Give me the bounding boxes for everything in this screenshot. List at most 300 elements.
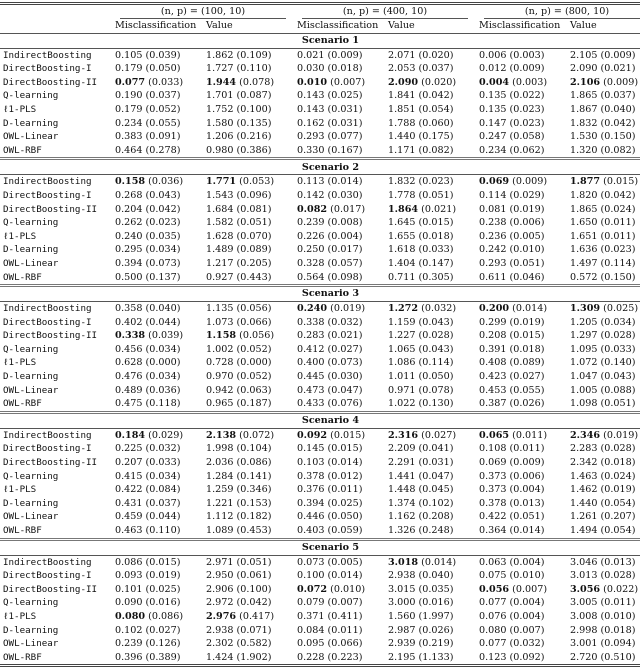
misclassification-cell [294, 637, 385, 651]
mean-value: 2.071 [388, 49, 416, 61]
std-error: (0.040) [418, 570, 454, 582]
mean-value: 0.143 [297, 90, 325, 102]
method-name: Q-learning [3, 597, 59, 609]
value-cell [567, 483, 640, 497]
misclassification-cell [294, 76, 385, 90]
scenario-title: Scenario 4 [0, 412, 640, 428]
std-error: (0.061) [236, 570, 272, 582]
std-error: (0.011) [327, 484, 363, 496]
std-error: (0.062) [509, 144, 545, 156]
mean-value: 0.394 [115, 257, 143, 269]
method-name: DirectBoosting-II [3, 330, 98, 342]
table-row [0, 343, 640, 357]
value-cell [567, 510, 640, 524]
std-error: (0.011) [509, 443, 545, 455]
value-cell [203, 610, 294, 624]
table-row [0, 76, 640, 90]
value-cell [385, 370, 476, 384]
misclassification-cell [476, 442, 567, 456]
value-cell [567, 596, 640, 610]
table-row [0, 442, 640, 456]
std-error: (0.016) [145, 597, 181, 609]
method-name: OWL-Linear [3, 384, 59, 396]
mean-value: 2.987 [388, 624, 416, 636]
mean-value: 0.476 [115, 371, 143, 383]
value-cell [203, 384, 294, 398]
std-error: (0.130) [418, 398, 454, 410]
misclassification-cell [294, 428, 385, 442]
value-cell [385, 130, 476, 144]
misclassification-cell [112, 243, 203, 257]
std-error: (0.063) [236, 384, 272, 396]
method-name: DirectBoosting-I [3, 63, 92, 75]
method-name: ℓ1-PLS [3, 103, 37, 115]
std-error: (0.033) [600, 343, 636, 355]
method-name: DirectBoosting-I [3, 316, 92, 328]
table-row [0, 569, 640, 583]
method-name: Q-learning [3, 217, 59, 229]
misclassification-cell [476, 524, 567, 539]
std-error: (0.030) [327, 189, 363, 201]
mean-value: 1.684 [206, 203, 234, 215]
value-cell [567, 329, 640, 343]
mean-value: 2.971 [206, 556, 234, 568]
mean-value: 1.628 [206, 230, 234, 242]
value-cell [385, 316, 476, 330]
value-cell [567, 203, 640, 217]
mean-value: 3.001 [570, 638, 598, 650]
mean-value: 0.090 [115, 597, 143, 609]
mean-value: 0.446 [297, 511, 325, 523]
std-error: (0.041) [418, 443, 454, 455]
method-name: IndirectBoosting [3, 429, 92, 441]
value-cell [385, 356, 476, 370]
mean-value: 1.065 [388, 343, 416, 355]
misclassification-cell [294, 497, 385, 511]
std-error: (0.030) [327, 371, 363, 383]
std-error: (0.025) [327, 497, 363, 509]
value-cell [385, 524, 476, 539]
std-error: (0.022) [603, 583, 639, 595]
std-error: (0.021) [421, 203, 457, 215]
std-error: (0.004) [509, 597, 545, 609]
mean-value: 2.036 [206, 457, 234, 469]
mean-value: 0.084 [297, 624, 325, 636]
method-name: Q-learning [3, 90, 59, 102]
mean-value: 0.081 [479, 203, 507, 215]
std-error: (0.417) [239, 610, 275, 622]
misclassification-cell [112, 483, 203, 497]
value-cell [203, 257, 294, 271]
std-error: (0.009) [603, 76, 639, 88]
table-row [0, 144, 640, 159]
std-error: (0.054) [418, 103, 454, 115]
method-name: OWL-Linear [3, 257, 59, 269]
mean-value: 0.072 [297, 583, 328, 595]
value-cell [385, 76, 476, 90]
value-cell [567, 117, 640, 131]
std-error: (0.051) [236, 556, 272, 568]
misclassification-cell [294, 257, 385, 271]
value-cell [567, 271, 640, 286]
misclassification-cell [112, 230, 203, 244]
std-error: (0.013) [600, 556, 636, 568]
std-error: (0.072) [239, 429, 275, 441]
mean-value: 0.423 [479, 371, 507, 383]
misclassification-cell [476, 384, 567, 398]
table-row [0, 243, 640, 257]
table-row [0, 397, 640, 412]
std-error: (0.018) [509, 343, 545, 355]
mean-value: 1.112 [206, 511, 234, 523]
mean-value: 1.462 [570, 484, 598, 496]
std-error: (0.147) [418, 257, 454, 269]
value-cell [567, 48, 640, 62]
misclassification-cell [476, 370, 567, 384]
method-name: ℓ1-PLS [3, 610, 37, 622]
value-cell [385, 470, 476, 484]
std-error: (0.057) [327, 257, 363, 269]
std-error: (0.005) [509, 230, 545, 242]
mean-value: 1.221 [206, 497, 234, 509]
std-error: (0.135) [236, 117, 272, 129]
std-error: (0.453) [236, 525, 272, 536]
value-cell [203, 397, 294, 412]
std-error: (0.050) [145, 63, 181, 75]
mean-value: 2.972 [206, 597, 234, 609]
std-error: (0.034) [600, 316, 636, 328]
mean-value: 0.500 [115, 271, 143, 283]
misclassification-cell [294, 62, 385, 76]
mean-value: 0.299 [479, 316, 507, 328]
std-error: (0.014) [509, 525, 545, 536]
mean-value: 0.463 [115, 525, 143, 536]
misclassification-cell [476, 62, 567, 76]
method-name: IndirectBoosting [3, 556, 92, 568]
value-cell [203, 48, 294, 62]
value-cell [385, 610, 476, 624]
scenario-header-row [0, 286, 640, 302]
std-error: (0.278) [145, 144, 181, 156]
std-error: (0.034) [145, 371, 181, 383]
value-cell [385, 510, 476, 524]
misclassification-cell [112, 524, 203, 539]
std-error: (0.032) [327, 316, 363, 328]
table-row [0, 370, 640, 384]
std-error: (0.052) [236, 371, 272, 383]
value-cell [567, 316, 640, 330]
misclassification-cell [476, 203, 567, 217]
value-cell [567, 257, 640, 271]
mean-value: 1.771 [206, 176, 237, 188]
value-cell [203, 130, 294, 144]
std-error: (0.042) [600, 189, 636, 201]
std-error: (0.009) [509, 457, 545, 469]
std-error: (0.032) [421, 303, 457, 315]
std-error: (0.027) [145, 624, 181, 636]
std-error: (0.044) [145, 316, 181, 328]
mean-value: 0.145 [297, 443, 325, 455]
std-error: (0.047) [327, 384, 363, 396]
mean-value: 1.727 [206, 63, 234, 75]
mean-value: 1.326 [388, 525, 416, 536]
mean-value: 0.190 [115, 90, 143, 102]
std-error: (0.051) [509, 511, 545, 523]
std-error: (0.007) [512, 583, 548, 595]
std-error: (0.102) [418, 497, 454, 509]
value-cell [385, 428, 476, 442]
misclassification-cell [476, 510, 567, 524]
mean-value: 0.970 [206, 371, 234, 383]
value-cell [385, 624, 476, 638]
mean-value: 2.105 [570, 49, 598, 61]
misclassification-cell [294, 384, 385, 398]
value-cell [567, 175, 640, 189]
mean-value: 0.378 [479, 497, 507, 509]
misclassification-cell [294, 216, 385, 230]
std-error: (0.023) [509, 117, 545, 129]
mean-value: 0.234 [115, 117, 143, 129]
misclassification-cell [476, 651, 567, 666]
mean-value: 1.832 [388, 176, 416, 188]
method-name: D-learning [3, 624, 59, 636]
value-cell [203, 243, 294, 257]
std-error: (0.027) [421, 429, 457, 441]
value-cell [203, 497, 294, 511]
mean-value: 2.090 [388, 76, 419, 88]
value-cell [203, 555, 294, 569]
value-cell [567, 216, 640, 230]
mean-value: 0.077 [115, 76, 146, 88]
value-cell [567, 651, 640, 666]
std-error: (0.027) [327, 343, 363, 355]
table-row [0, 555, 640, 569]
mean-value: 0.239 [115, 638, 143, 650]
mean-value: 2.302 [206, 638, 234, 650]
std-error: (0.208) [418, 511, 454, 523]
std-error: (0.054) [600, 497, 636, 509]
mean-value: 1.655 [388, 230, 416, 242]
mean-value: 0.021 [297, 49, 325, 61]
misclassification-cell [294, 271, 385, 286]
mean-value: 0.114 [479, 189, 507, 201]
method-name: D-learning [3, 117, 59, 129]
mean-value: 0.394 [297, 497, 325, 509]
misclassification-cell [476, 583, 567, 597]
mean-value: 1.158 [206, 330, 237, 342]
mean-value: 0.204 [115, 203, 143, 215]
misclassification-cell [294, 470, 385, 484]
std-error: (0.018) [600, 457, 636, 469]
value-cell [203, 230, 294, 244]
std-error: (0.153) [236, 497, 272, 509]
mean-value: 0.065 [479, 429, 510, 441]
std-error: (0.018) [600, 624, 636, 636]
mean-value: 0.403 [297, 525, 325, 536]
std-error: (0.019) [330, 303, 366, 315]
table-row [0, 62, 640, 76]
mean-value: 1.011 [388, 371, 416, 383]
misclassification-cell [112, 189, 203, 203]
mean-value: 0.240 [115, 230, 143, 242]
std-error: (0.050) [327, 511, 363, 523]
std-error: (0.025) [603, 303, 639, 315]
method-name: OWL-Linear [3, 638, 59, 650]
mean-value: 0.080 [115, 610, 146, 622]
mean-value: 0.247 [479, 131, 507, 143]
value-cell [203, 216, 294, 230]
misclassification-cell [112, 470, 203, 484]
std-error: (0.040) [600, 103, 636, 115]
scenario-title: Scenario 1 [0, 33, 640, 48]
mean-value: 0.108 [479, 443, 507, 455]
value-cell [385, 203, 476, 217]
value-cell [203, 583, 294, 597]
std-error: (0.046) [509, 271, 545, 283]
value-cell [385, 343, 476, 357]
value-cell [203, 596, 294, 610]
group-header: (n, p) = (400, 10) [294, 4, 476, 20]
std-error: (0.037) [145, 497, 181, 509]
std-error: (0.055) [145, 117, 181, 129]
misclassification-cell [294, 456, 385, 470]
misclassification-cell [476, 397, 567, 412]
std-error: (0.089) [236, 244, 272, 256]
std-error: (0.008) [327, 217, 363, 229]
std-error: (0.082) [600, 144, 636, 156]
mean-value: 0.236 [479, 230, 507, 242]
misclassification-cell [476, 637, 567, 651]
value-cell [567, 637, 640, 651]
std-error: (0.009) [509, 63, 545, 75]
value-cell [567, 624, 640, 638]
misclassification-cell [476, 76, 567, 90]
value-cell [567, 569, 640, 583]
std-error: (0.084) [145, 484, 181, 496]
table-row [0, 48, 640, 62]
misclassification-cell [112, 216, 203, 230]
std-error: (0.031) [327, 117, 363, 129]
value-cell [385, 230, 476, 244]
mean-value: 0.283 [297, 330, 325, 342]
mean-value: 0.184 [115, 429, 146, 441]
table-row [0, 384, 640, 398]
mean-value: 2.291 [388, 457, 416, 469]
mean-value: 1.494 [570, 525, 598, 536]
mean-value: 1.650 [570, 217, 598, 229]
misclassification-cell [476, 144, 567, 159]
mean-value: 0.069 [479, 457, 507, 469]
std-error: (0.037) [418, 63, 454, 75]
std-error: (0.053) [239, 176, 275, 188]
mean-value: 1.005 [570, 384, 598, 396]
mean-value: 2.939 [388, 638, 416, 650]
value-header: Value [203, 19, 294, 33]
mean-value: 1.022 [388, 398, 416, 410]
mean-value: 0.158 [115, 176, 146, 188]
misclassification-cell [112, 384, 203, 398]
table-row [0, 583, 640, 597]
std-error: (0.015) [418, 217, 454, 229]
mean-value: 3.046 [570, 556, 598, 568]
misclassification-cell [294, 555, 385, 569]
std-error: (0.078) [418, 384, 454, 396]
method-name: OWL-RBF [3, 271, 42, 283]
std-error: (0.034) [145, 343, 181, 355]
std-error: (0.012) [327, 470, 363, 482]
misclassification-cell [294, 203, 385, 217]
misclassification-cell [112, 442, 203, 456]
mean-value: 0.056 [479, 583, 510, 595]
std-error: (0.009) [600, 49, 636, 61]
misclassification-cell [112, 329, 203, 343]
std-error: (0.043) [418, 343, 454, 355]
mean-value: 0.431 [115, 497, 143, 509]
mean-value: 1.998 [206, 443, 234, 455]
std-error: (0.004) [509, 484, 545, 496]
std-error: (0.443) [236, 271, 272, 283]
std-error: (0.141) [236, 470, 272, 482]
scenario-title: Scenario 2 [0, 159, 640, 175]
misclassification-cell [476, 428, 567, 442]
value-cell [385, 48, 476, 62]
value-cell [567, 62, 640, 76]
mean-value: 0.293 [297, 131, 325, 143]
value-cell [203, 343, 294, 357]
value-cell [567, 555, 640, 569]
std-error: (0.050) [418, 371, 454, 383]
std-error: (0.510) [600, 651, 636, 663]
misclassification-cell [476, 569, 567, 583]
mean-value: 0.402 [115, 316, 143, 328]
mean-value: 0.338 [115, 330, 146, 342]
std-error: (0.167) [327, 144, 363, 156]
std-error: (0.043) [600, 371, 636, 383]
mean-value: 1.864 [388, 203, 419, 215]
misclassification-cell [294, 569, 385, 583]
mean-value: 0.391 [479, 343, 507, 355]
mean-value: 2.998 [570, 624, 598, 636]
table-row [0, 117, 640, 131]
value-cell [567, 243, 640, 257]
misclassification-header: Misclassification [294, 19, 385, 33]
mean-value: 0.387 [479, 398, 507, 410]
mean-value: 2.346 [570, 429, 601, 441]
mean-value: 0.077 [479, 638, 507, 650]
value-cell [385, 483, 476, 497]
mean-value: 1.862 [206, 49, 234, 61]
method-name: DirectBoosting-I [3, 443, 92, 455]
method-name: D-learning [3, 371, 59, 383]
mean-value: 3.056 [570, 583, 601, 595]
mean-value: 0.093 [115, 570, 143, 582]
mean-value: 0.564 [297, 271, 325, 283]
table-row [0, 271, 640, 286]
std-error: (0.052) [145, 103, 181, 115]
std-error: (0.114) [418, 357, 454, 369]
std-error: (0.011) [600, 597, 636, 609]
std-error: (0.056) [236, 303, 272, 315]
std-error: (0.009) [512, 176, 548, 188]
misclassification-cell [112, 428, 203, 442]
std-error: (0.175) [418, 131, 454, 143]
mean-value: 0.378 [297, 470, 325, 482]
mean-value: 1.098 [570, 398, 598, 410]
misclassification-cell [476, 624, 567, 638]
mean-value: 2.720 [570, 651, 598, 663]
std-error: (0.082) [418, 144, 454, 156]
mean-value: 0.373 [479, 470, 507, 482]
